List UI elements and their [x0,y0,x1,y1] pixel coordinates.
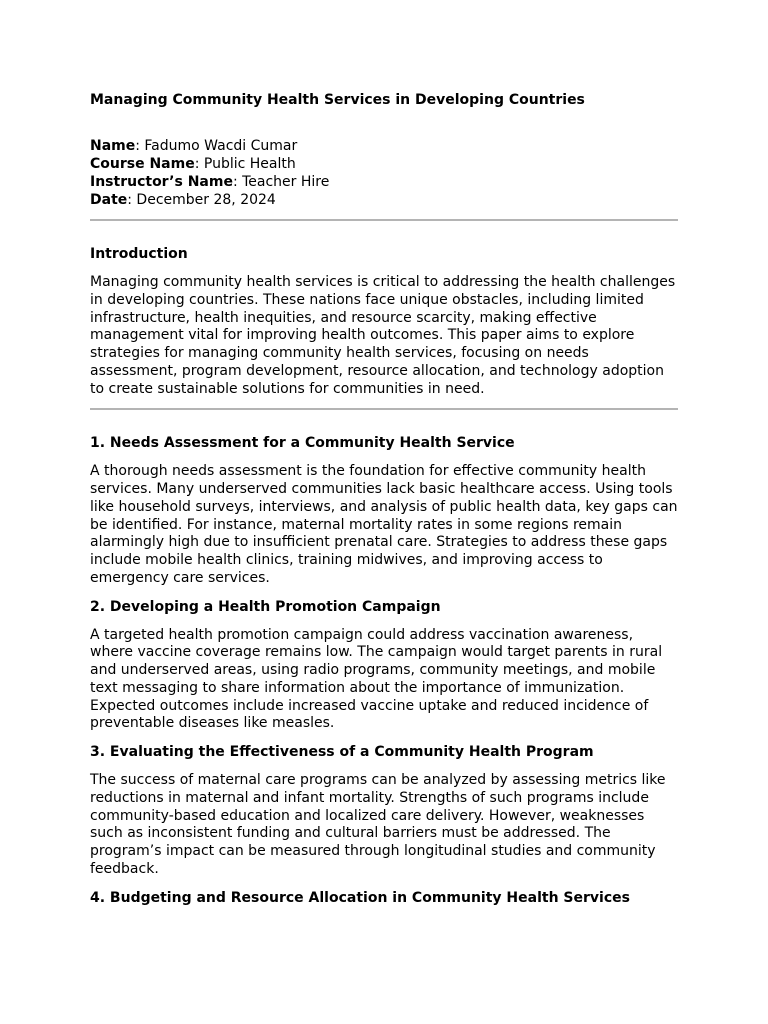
meta-value: : Teacher Hire [232,174,330,190]
section-heading-budgeting: 4. Budgeting and Resource Allocation in Community Health Services [90,889,630,906]
meta-label: Course Name [90,156,195,172]
section-heading-evaluating-effectiveness: 3. Evaluating the Effectiveness of a Community Health Program [90,744,594,760]
meta-label: Date [90,192,128,208]
document-body [90,91,678,907]
meta-value: : Fadumo Wacdi Cumar [135,138,298,154]
metadata-block [90,137,678,209]
document-title: Managing Community Health Services in Developing Countries [90,92,585,108]
divider [90,408,678,410]
section-heading-health-promotion: 2. Developing a Health Promotion Campaign [90,598,441,615]
meta-value: : December 28, 2024 [127,192,276,208]
section-paragraph-evaluating-effectiveness: The success of maternal care programs can be analyzed by assessing metrics like reductions in maternal and infant mortality. Strengths of such programs include community-based education and localized care delivery. However, weaknesses such as inconsistent funding and cultural barriers must be addressed. The program’s impact can be measured through longitudinal studies and community feedback. [90,772,666,877]
meta-label: Name [90,138,136,154]
meta-name [90,137,678,155]
meta-label: Instructor’s Name [90,174,233,190]
meta-course [90,155,678,173]
section-heading-needs-assessment: 1. Needs Assessment for a Community Health Service [90,435,515,452]
section-paragraph-health-promotion: A targeted health promotion campaign could address vaccination awareness, where vaccine coverage remains low. The campaign would target parents in rural and underserved areas, using radio programs, community meetings, and mobile text messaging to share information about the importance of immunization. Expected outcomes include increased vaccine uptake and reduced incidence of preventable diseases like measles. [90,626,663,732]
introduction-paragraph: Managing community health services is critical to addressing the health challenges in developing countries. These nations face unique obstacles, including limited infrastructure, health inequities, and resource scarcity, making effective management vital for improving health outcomes. This paper aims to explore strategies for managing community health services, focusing on needs assessment, program development, resource allocation, and technology adoption to create sustainable solutions for communities in need. [90,274,676,397]
section-paragraph-needs-assessment: A thorough needs assessment is the foundation for effective community health services. Many underserved communities lack basic healthcare access. Using tools like household surveys, interviews, and analysis of public health data, key gaps can be identified. For instance, maternal mortality rates in some regions remain alarmingly high due to insufficient prenatal care. Strategies to address these gaps include mobile health clinics, training midwives, and improving access to emergency care services. [90,463,678,586]
divider [90,219,678,221]
meta-instructor [90,173,678,191]
introduction-heading: Introduction [90,246,188,262]
meta-value: : Public Health [194,156,296,172]
meta-date [90,191,678,209]
